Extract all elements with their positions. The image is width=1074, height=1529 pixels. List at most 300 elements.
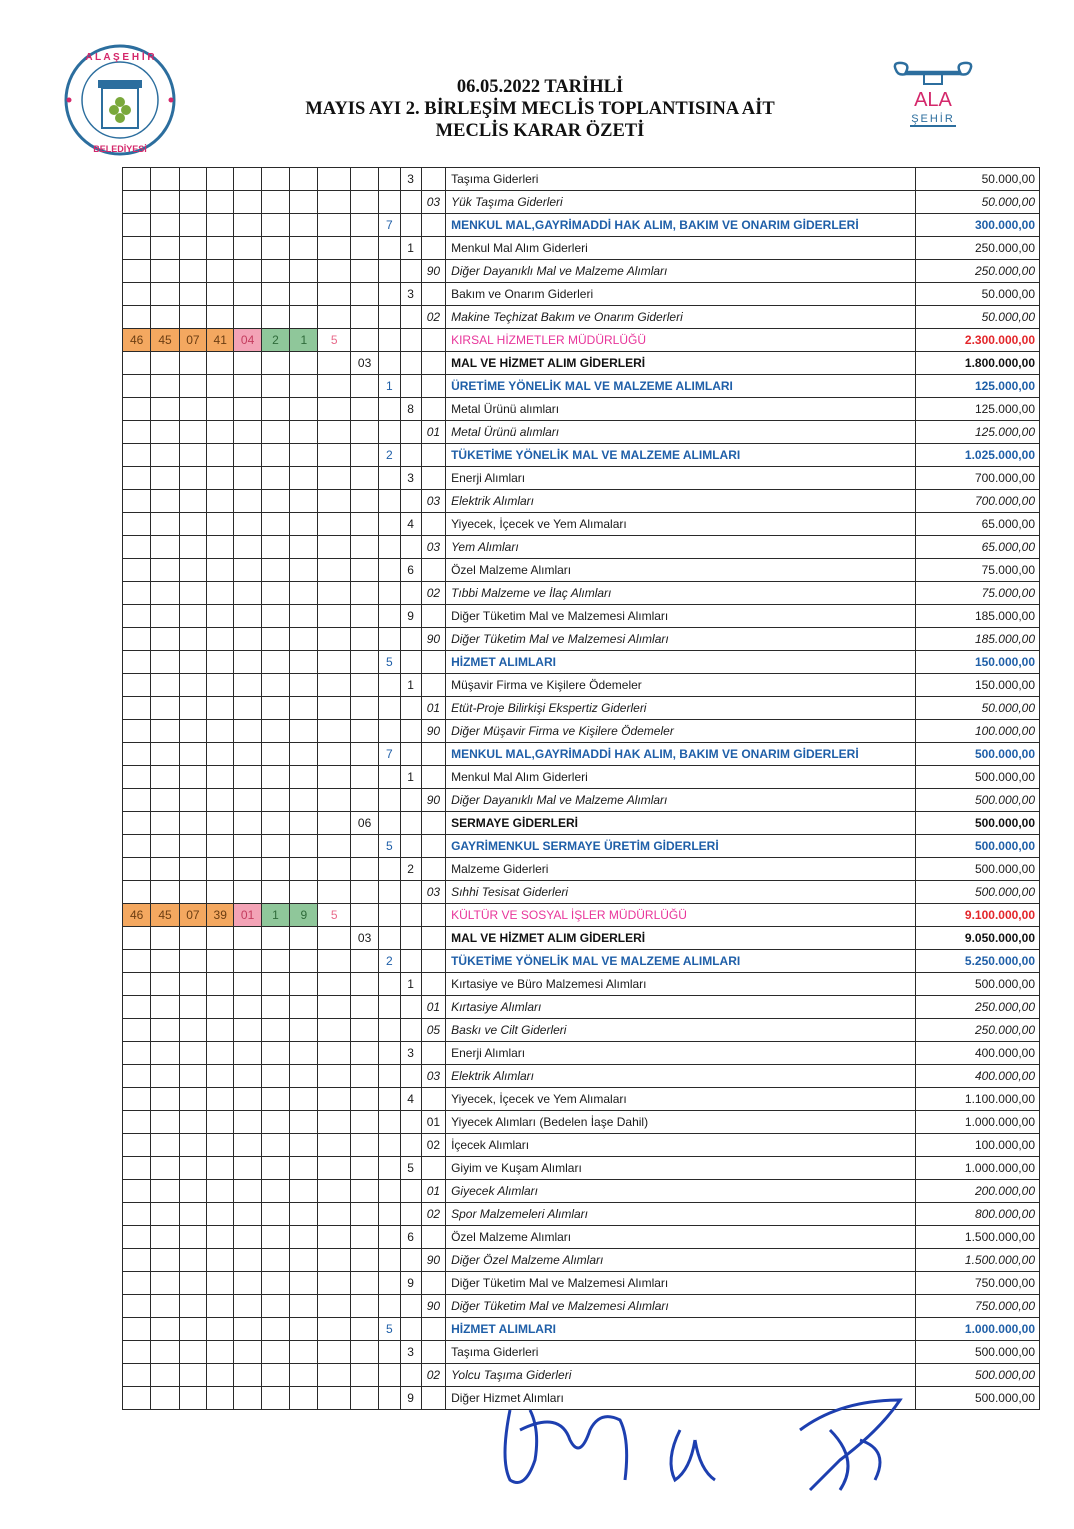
- code-cell: [123, 283, 151, 306]
- code-cell: [151, 858, 179, 881]
- level2-cell: [350, 421, 378, 444]
- code-cell: [290, 559, 318, 582]
- code-cell: [234, 260, 261, 283]
- table-row: [123, 214, 1040, 237]
- code-cell: [318, 214, 350, 237]
- level4-cell: 2: [400, 858, 421, 881]
- level4-cell: 1: [400, 237, 421, 260]
- code-cell: [207, 812, 234, 835]
- level3-cell: [379, 1295, 400, 1318]
- code-cell: [234, 1226, 261, 1249]
- level4-cell: 8: [400, 398, 421, 421]
- level2-cell: [350, 1042, 378, 1065]
- code-cell: [207, 766, 234, 789]
- code-cell: [290, 996, 318, 1019]
- code-cell: [151, 444, 179, 467]
- description-cell: TÜKETİME YÖNELİK MAL VE MALZEME ALIMLARI: [446, 950, 916, 973]
- code-cell: [290, 490, 318, 513]
- code-cell: [318, 812, 350, 835]
- code-cell: [179, 881, 206, 904]
- level4-cell: 9: [400, 1272, 421, 1295]
- level3-cell: [379, 904, 400, 927]
- amount-cell: 1.025.000,00: [916, 444, 1040, 467]
- code-cell: [318, 858, 350, 881]
- code-cell: [261, 214, 289, 237]
- amount-cell: 750.000,00: [916, 1272, 1040, 1295]
- table-row: [123, 881, 1040, 904]
- code-cell: [123, 789, 151, 812]
- table-row: [123, 536, 1040, 559]
- table-row: [123, 720, 1040, 743]
- code-cell: [207, 1249, 234, 1272]
- code-cell: [207, 1318, 234, 1341]
- code-cell: [261, 789, 289, 812]
- code-cell: [318, 1019, 350, 1042]
- code-cell: [290, 1180, 318, 1203]
- level5-cell: [421, 1226, 445, 1249]
- level2-cell: [350, 1180, 378, 1203]
- code-cell: [151, 881, 179, 904]
- level3-cell: 2: [379, 444, 400, 467]
- code-cell: [151, 1111, 179, 1134]
- code-cell: [290, 789, 318, 812]
- level4-cell: 3: [400, 467, 421, 490]
- description-cell: MENKUL MAL,GAYRİMADDİ HAK ALIM, BAKIM VE ONARIM GİDERLERİ: [446, 743, 916, 766]
- code-cell: [207, 1065, 234, 1088]
- amount-cell: 250.000,00: [916, 1019, 1040, 1042]
- level4-cell: [400, 1019, 421, 1042]
- level2-cell: [350, 950, 378, 973]
- level5-cell: [421, 214, 445, 237]
- code-cell: [207, 536, 234, 559]
- description-cell: HİZMET ALIMLARI: [446, 651, 916, 674]
- code-cell: [207, 1364, 234, 1387]
- code-cell: [261, 168, 289, 191]
- code-cell: [123, 766, 151, 789]
- unit-code-cell: 9: [290, 904, 318, 927]
- code-cell: [290, 191, 318, 214]
- code-cell: [318, 835, 350, 858]
- code-cell: [123, 559, 151, 582]
- level5-cell: [421, 237, 445, 260]
- code-cell: [261, 1364, 289, 1387]
- code-cell: [290, 1134, 318, 1157]
- level5-cell: 01: [421, 996, 445, 1019]
- level3-cell: [379, 467, 400, 490]
- description-cell: Yiyecek Alımları (Bedelen İaşe Dahil): [446, 1111, 916, 1134]
- code-cell: [123, 605, 151, 628]
- level5-cell: [421, 467, 445, 490]
- table-row: [123, 168, 1040, 191]
- level4-cell: [400, 191, 421, 214]
- level4-cell: 1: [400, 973, 421, 996]
- code-cell: [207, 168, 234, 191]
- code-cell: [234, 881, 261, 904]
- code-cell: [179, 1180, 206, 1203]
- code-cell: [234, 559, 261, 582]
- code-cell: [151, 1364, 179, 1387]
- amount-cell: 700.000,00: [916, 490, 1040, 513]
- level3-cell: [379, 306, 400, 329]
- code-cell: [261, 973, 289, 996]
- level5-cell: 90: [421, 1249, 445, 1272]
- code-cell: [179, 490, 206, 513]
- description-cell: Diğer Hizmet Alımları: [446, 1387, 916, 1410]
- unit-code-cell: 39: [207, 904, 234, 927]
- level5-cell: 02: [421, 1364, 445, 1387]
- amount-cell: 100.000,00: [916, 720, 1040, 743]
- description-cell: MAL VE HİZMET ALIM GİDERLERİ: [446, 352, 916, 375]
- code-cell: [318, 1065, 350, 1088]
- code-cell: [179, 651, 206, 674]
- level2-cell: [350, 444, 378, 467]
- code-cell: [123, 628, 151, 651]
- level2-cell: [350, 168, 378, 191]
- code-cell: [207, 582, 234, 605]
- level5-cell: [421, 1272, 445, 1295]
- table-row: [123, 1249, 1040, 1272]
- unit-code-cell: 1: [290, 329, 318, 352]
- code-cell: [290, 674, 318, 697]
- title-line-summary: MECLİS KARAR ÖZETİ: [435, 121, 645, 141]
- level2-cell: [350, 283, 378, 306]
- code-cell: [234, 398, 261, 421]
- code-cell: [207, 1111, 234, 1134]
- code-cell: [179, 1295, 206, 1318]
- code-cell: [290, 1203, 318, 1226]
- code-cell: [318, 513, 350, 536]
- code-cell: [151, 651, 179, 674]
- table-row: [123, 1111, 1040, 1134]
- amount-cell: 400.000,00: [916, 1065, 1040, 1088]
- description-cell: SERMAYE GİDERLERİ: [446, 812, 916, 835]
- level5-cell: [421, 927, 445, 950]
- code-cell: [234, 444, 261, 467]
- code-cell: [261, 306, 289, 329]
- code-cell: [123, 214, 151, 237]
- level2-cell: [350, 628, 378, 651]
- level3-cell: 5: [379, 651, 400, 674]
- level5-cell: 90: [421, 628, 445, 651]
- code-cell: [123, 812, 151, 835]
- code-cell: [179, 1364, 206, 1387]
- code-cell: [179, 1387, 206, 1410]
- table-row: [123, 421, 1040, 444]
- code-cell: [234, 214, 261, 237]
- code-cell: [179, 789, 206, 812]
- description-cell: Giyecek Alımları: [446, 1180, 916, 1203]
- code-cell: [179, 559, 206, 582]
- code-cell: [207, 1088, 234, 1111]
- description-cell: Kırtasiye Alımları: [446, 996, 916, 1019]
- code-cell: [318, 1226, 350, 1249]
- code-cell: [261, 375, 289, 398]
- level5-cell: 02: [421, 306, 445, 329]
- code-cell: [151, 1157, 179, 1180]
- code-cell: [207, 1180, 234, 1203]
- table-row: [123, 1088, 1040, 1111]
- code-cell: [290, 1364, 318, 1387]
- code-cell: [234, 1387, 261, 1410]
- level2-cell: [350, 1249, 378, 1272]
- level2-cell: [350, 1088, 378, 1111]
- code-cell: [207, 444, 234, 467]
- code-cell: [318, 1180, 350, 1203]
- code-cell: [123, 1387, 151, 1410]
- level3-cell: 7: [379, 743, 400, 766]
- level2-cell: [350, 904, 378, 927]
- level3-cell: [379, 1111, 400, 1134]
- amount-cell: 150.000,00: [916, 651, 1040, 674]
- code-cell: [207, 260, 234, 283]
- description-cell: Taşıma Giderleri: [446, 1341, 916, 1364]
- code-cell: [234, 697, 261, 720]
- code-cell: [123, 1111, 151, 1134]
- level2-cell: [350, 490, 378, 513]
- code-cell: [261, 996, 289, 1019]
- level2-cell: [350, 674, 378, 697]
- description-cell: GAYRİMENKUL SERMAYE ÜRETİM GİDERLERİ: [446, 835, 916, 858]
- amount-cell: 500.000,00: [916, 973, 1040, 996]
- table-row: [123, 260, 1040, 283]
- description-cell: Bakım ve Onarım Giderleri: [446, 283, 916, 306]
- table-row: [123, 812, 1040, 835]
- table-row: [123, 835, 1040, 858]
- level3-cell: 7: [379, 214, 400, 237]
- code-cell: [207, 651, 234, 674]
- amount-cell: 250.000,00: [916, 996, 1040, 1019]
- code-cell: [179, 467, 206, 490]
- code-cell: [151, 1318, 179, 1341]
- code-cell: [151, 973, 179, 996]
- amount-cell: 185.000,00: [916, 628, 1040, 651]
- level4-cell: 6: [400, 1226, 421, 1249]
- level5-cell: [421, 1088, 445, 1111]
- unit-row: [123, 329, 1040, 352]
- level3-cell: [379, 191, 400, 214]
- table-row: [123, 1019, 1040, 1042]
- code-cell: [207, 927, 234, 950]
- description-cell: Diğer Özel Malzeme Alımları: [446, 1249, 916, 1272]
- amount-cell: 1.000.000,00: [916, 1157, 1040, 1180]
- level3-cell: 2: [379, 950, 400, 973]
- code-cell: [261, 881, 289, 904]
- amount-cell: 1.800.000,00: [916, 352, 1040, 375]
- code-cell: [234, 237, 261, 260]
- code-cell: [318, 720, 350, 743]
- level4-cell: [400, 582, 421, 605]
- code-cell: [318, 1387, 350, 1410]
- logo-right-top: ALA: [914, 89, 952, 111]
- code-cell: [234, 1042, 261, 1065]
- level4-cell: [400, 490, 421, 513]
- code-cell: [151, 1272, 179, 1295]
- code-cell: [234, 996, 261, 1019]
- level3-cell: [379, 973, 400, 996]
- description-cell: TÜKETİME YÖNELİK MAL VE MALZEME ALIMLARI: [446, 444, 916, 467]
- code-cell: [179, 1272, 206, 1295]
- description-cell: Spor Malzemeleri Alımları: [446, 1203, 916, 1226]
- unit-code-cell: 07: [179, 904, 206, 927]
- level3-cell: 1: [379, 375, 400, 398]
- code-cell: [151, 1341, 179, 1364]
- amount-cell: 9.050.000,00: [916, 927, 1040, 950]
- code-cell: [207, 1042, 234, 1065]
- code-cell: [290, 1065, 318, 1088]
- code-cell: [179, 743, 206, 766]
- code-cell: [179, 1203, 206, 1226]
- code-cell: [261, 1318, 289, 1341]
- unit-code-cell: 04: [234, 329, 261, 352]
- amount-cell: 1.500.000,00: [916, 1249, 1040, 1272]
- table-row: [123, 858, 1040, 881]
- code-cell: [290, 766, 318, 789]
- code-cell: [123, 1226, 151, 1249]
- level5-cell: [421, 398, 445, 421]
- code-cell: [261, 605, 289, 628]
- description-cell: Menkul Mal Alım Giderleri: [446, 766, 916, 789]
- code-cell: [234, 835, 261, 858]
- code-cell: [290, 536, 318, 559]
- code-cell: [290, 1249, 318, 1272]
- code-cell: [207, 237, 234, 260]
- amount-cell: 800.000,00: [916, 1203, 1040, 1226]
- unit-row: [123, 904, 1040, 927]
- table-row: [123, 789, 1040, 812]
- unit-code-cell: 45: [151, 904, 179, 927]
- level2-cell: [350, 513, 378, 536]
- level3-cell: 5: [379, 835, 400, 858]
- level3-cell: 5: [379, 1318, 400, 1341]
- level2-cell: [350, 651, 378, 674]
- level2-cell: [350, 1157, 378, 1180]
- code-cell: [151, 306, 179, 329]
- code-cell: [151, 950, 179, 973]
- code-cell: [318, 605, 350, 628]
- unit-code-cell: 46: [123, 904, 151, 927]
- level2-cell: [350, 720, 378, 743]
- table-row: [123, 375, 1040, 398]
- code-cell: [207, 743, 234, 766]
- level4-cell: [400, 1134, 421, 1157]
- code-cell: [179, 444, 206, 467]
- code-cell: [318, 1295, 350, 1318]
- description-cell: HİZMET ALIMLARI: [446, 1318, 916, 1341]
- code-cell: [290, 237, 318, 260]
- code-cell: [261, 720, 289, 743]
- code-cell: [318, 1134, 350, 1157]
- code-cell: [261, 766, 289, 789]
- code-cell: [318, 1157, 350, 1180]
- description-cell: KÜLTÜR VE SOSYAL İŞLER MÜDÜRLÜĞÜ: [446, 904, 916, 927]
- code-cell: [179, 260, 206, 283]
- level3-cell: [379, 720, 400, 743]
- code-cell: [261, 283, 289, 306]
- code-cell: [261, 582, 289, 605]
- level4-cell: 4: [400, 513, 421, 536]
- code-cell: [207, 1295, 234, 1318]
- code-cell: [207, 1203, 234, 1226]
- level3-cell: [379, 1180, 400, 1203]
- code-cell: [234, 421, 261, 444]
- code-cell: [290, 214, 318, 237]
- code-cell: [290, 467, 318, 490]
- code-cell: [207, 1272, 234, 1295]
- code-cell: [318, 352, 350, 375]
- code-cell: [234, 375, 261, 398]
- code-cell: [234, 191, 261, 214]
- table-row: [123, 674, 1040, 697]
- level4-cell: [400, 950, 421, 973]
- level3-cell: [379, 559, 400, 582]
- code-cell: [123, 1295, 151, 1318]
- level3-cell: [379, 1249, 400, 1272]
- code-cell: [151, 214, 179, 237]
- code-cell: [318, 927, 350, 950]
- description-cell: Yük Taşıma Giderleri: [446, 191, 916, 214]
- unit-code-cell: 41: [207, 329, 234, 352]
- code-cell: [261, 237, 289, 260]
- level3-cell: [379, 283, 400, 306]
- code-cell: [234, 168, 261, 191]
- code-cell: [234, 950, 261, 973]
- code-cell: [151, 1295, 179, 1318]
- description-cell: Yolcu Taşıma Giderleri: [446, 1364, 916, 1387]
- level5-cell: [421, 835, 445, 858]
- table-row: [123, 283, 1040, 306]
- amount-cell: 9.100.000,00: [916, 904, 1040, 927]
- code-cell: [179, 1042, 206, 1065]
- code-cell: [290, 628, 318, 651]
- code-cell: [318, 950, 350, 973]
- code-cell: [207, 1157, 234, 1180]
- amount-cell: 125.000,00: [916, 398, 1040, 421]
- description-cell: Yem Alımları: [446, 536, 916, 559]
- level4-cell: [400, 444, 421, 467]
- code-cell: [234, 1065, 261, 1088]
- code-cell: [151, 1042, 179, 1065]
- code-cell: [234, 720, 261, 743]
- level3-cell: [379, 927, 400, 950]
- level3-cell: [379, 260, 400, 283]
- code-cell: [123, 306, 151, 329]
- code-cell: [318, 467, 350, 490]
- code-cell: [123, 237, 151, 260]
- code-cell: [261, 835, 289, 858]
- document-header: [0, 0, 1074, 160]
- level5-cell: [421, 168, 445, 191]
- level4-cell: [400, 1111, 421, 1134]
- level2-cell: [350, 1341, 378, 1364]
- code-cell: [290, 835, 318, 858]
- level5-cell: [421, 651, 445, 674]
- amount-cell: 65.000,00: [916, 513, 1040, 536]
- amount-cell: 5.250.000,00: [916, 950, 1040, 973]
- level4-cell: [400, 421, 421, 444]
- code-cell: [318, 1318, 350, 1341]
- level4-cell: [400, 1203, 421, 1226]
- code-cell: [261, 1341, 289, 1364]
- code-cell: [207, 973, 234, 996]
- table-row: [123, 628, 1040, 651]
- code-cell: [179, 1226, 206, 1249]
- level3-cell: [379, 1272, 400, 1295]
- level4-cell: 9: [400, 1387, 421, 1410]
- code-cell: [318, 306, 350, 329]
- code-cell: [123, 1249, 151, 1272]
- code-cell: [123, 697, 151, 720]
- code-cell: [179, 398, 206, 421]
